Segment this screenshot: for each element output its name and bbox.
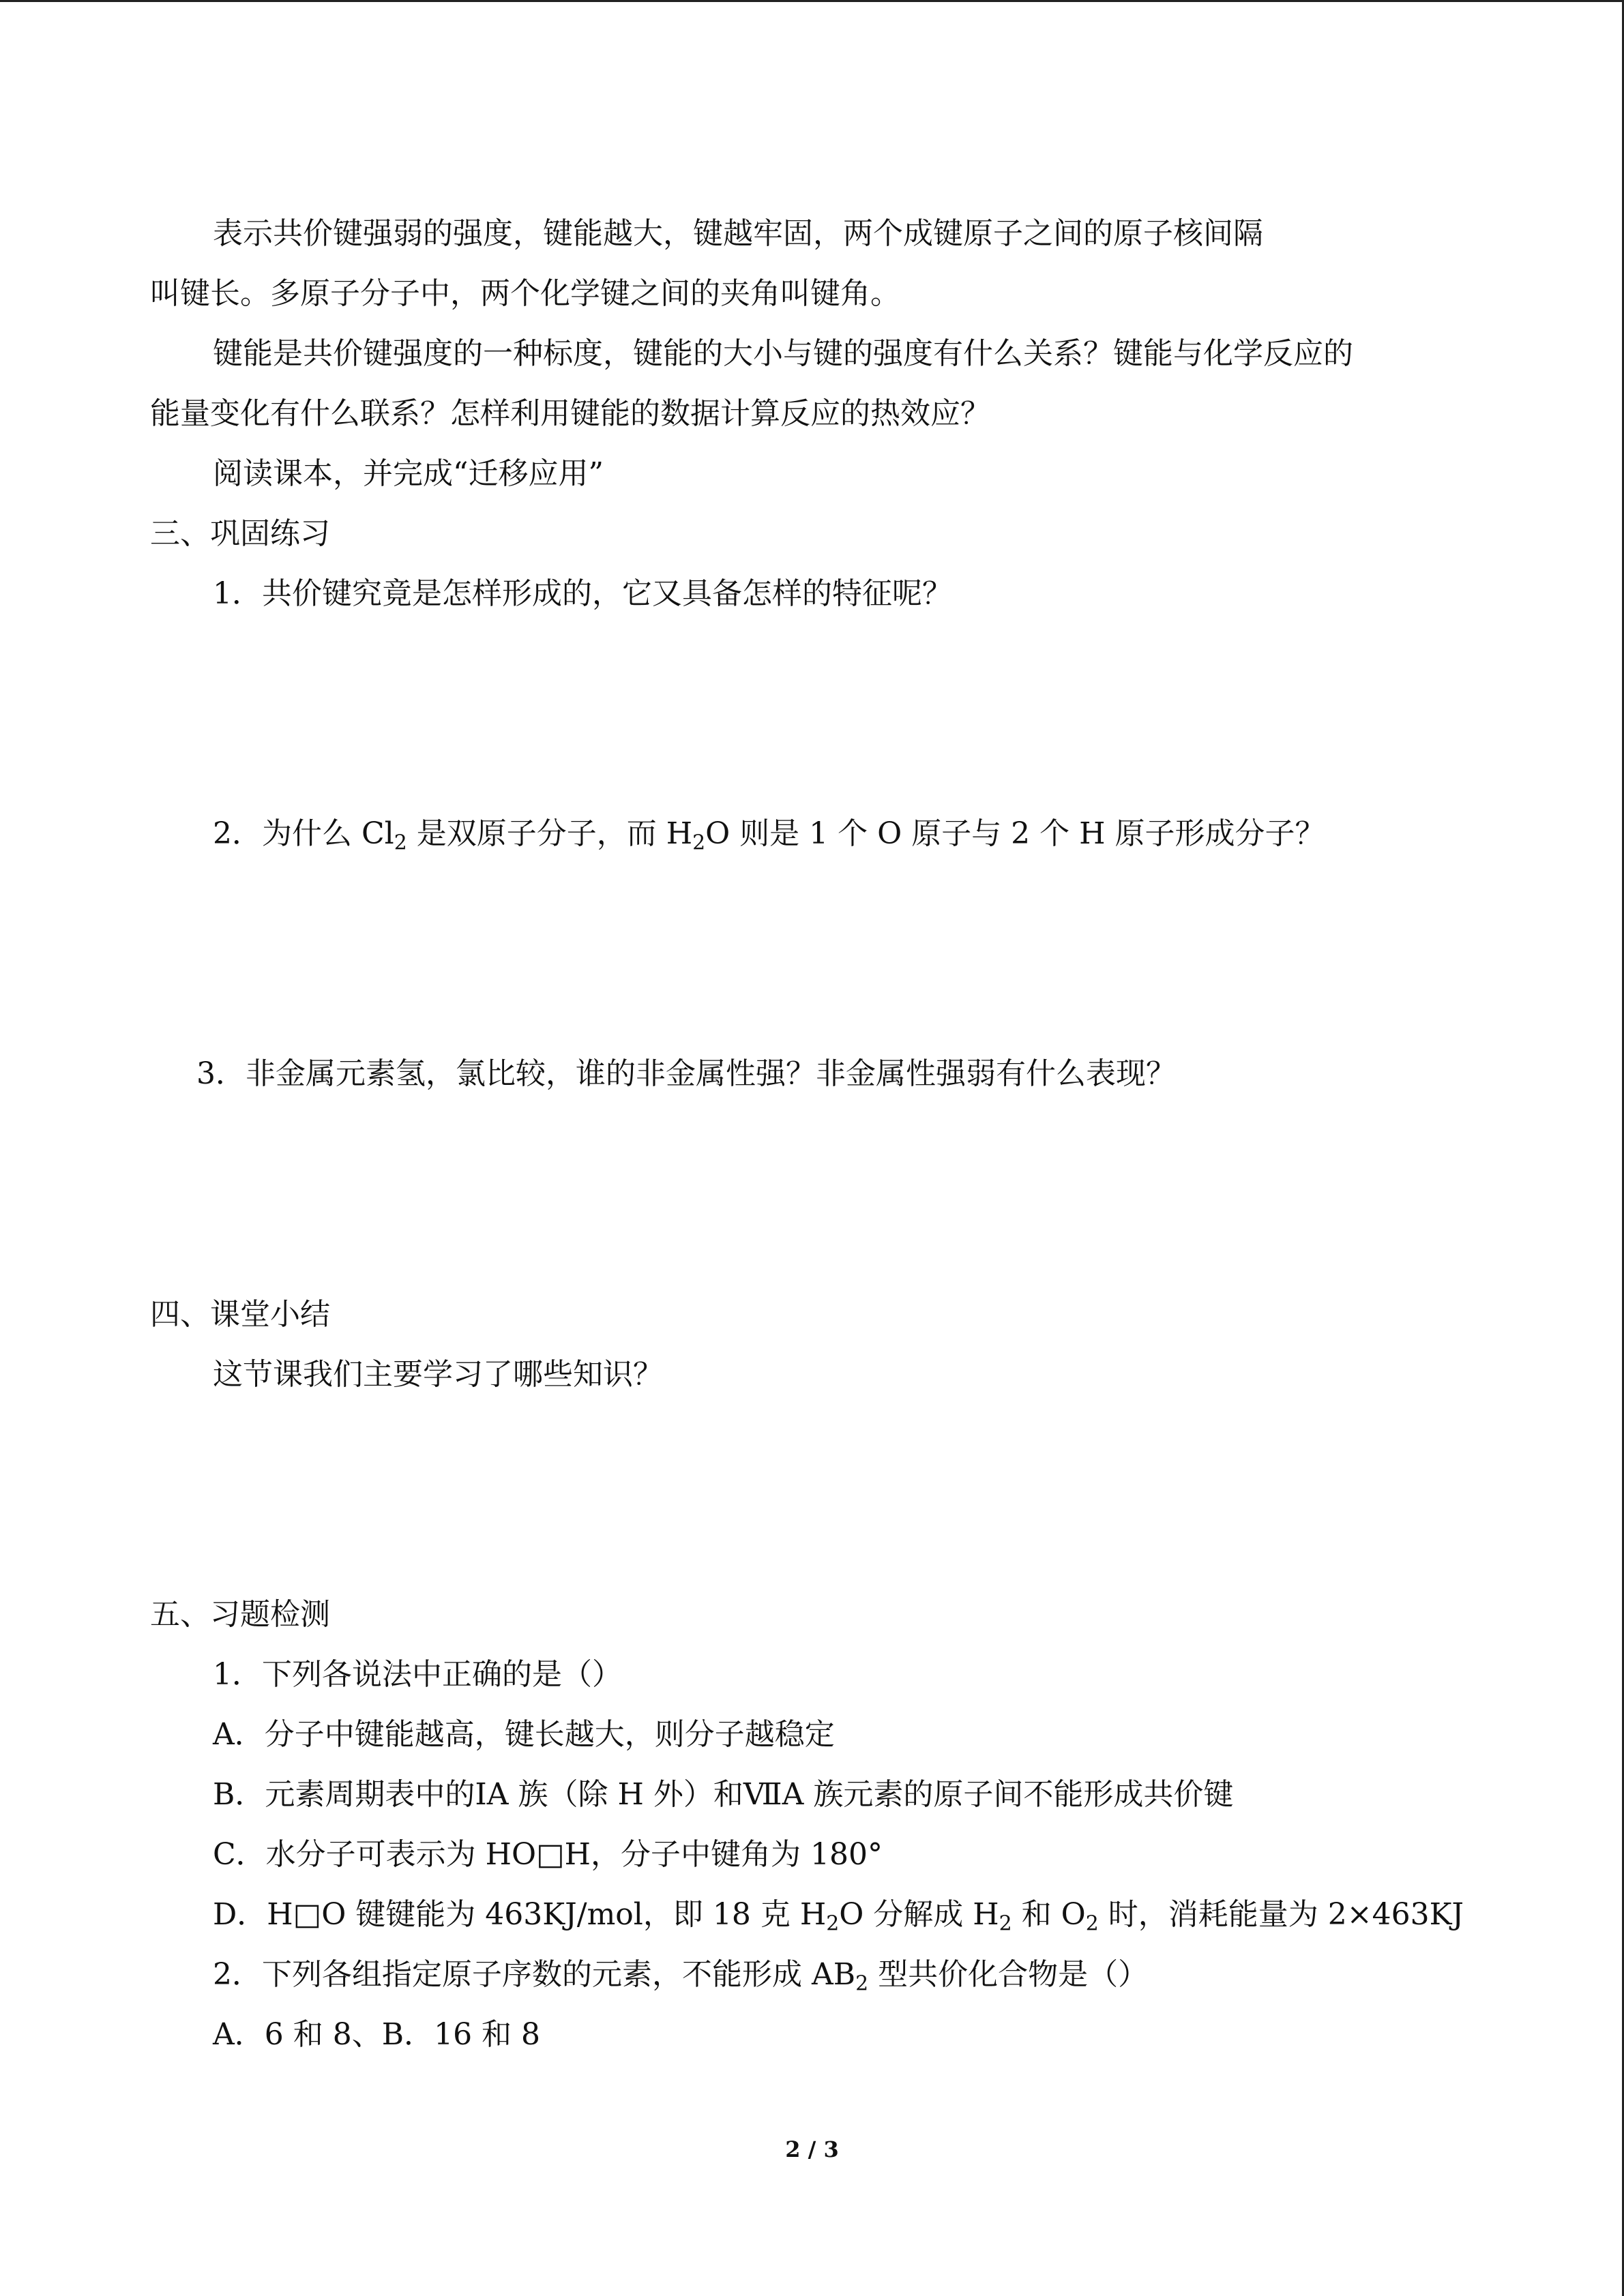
section-heading-summary: 四、课堂小结 — [150, 1297, 330, 1332]
practice-question-1: 1．共价键究竟是怎样形成的，它又具备怎样的特征呢？ — [213, 576, 952, 611]
paragraph-bond-energy-line1: 表示共价键强弱的强度，键能越大，键越牢固，两个成键原子之间的原子核间隔 — [213, 216, 1263, 251]
exercise-option-a: A．分子中键能越高，键长越大，则分子越稳定 — [213, 1717, 835, 1752]
exercise-question-2: 2．下列各组指定原子序数的元素，不能形成 $AB_2$ 型共价化合物是（） — [213, 1957, 1149, 1996]
paragraph-bond-energy-line2: 叫键长。多原子分子中，两个化学键之间的夹角叫键角。 — [150, 276, 900, 311]
exercise-question-2-options: A．6 和 8、B．16 和 8 — [213, 2017, 541, 2052]
section-heading-practice: 三、巩固练习 — [150, 516, 330, 551]
exercise-option-b: B．元素周期表中的ⅠA 族（除 H 外）和ⅦA 族元素的原子间不能形成共价键 — [213, 1777, 1234, 1812]
paragraph-question-line2: 能量变化有什么联系？怎样利用键能的数据计算反应的热效应？ — [150, 396, 990, 431]
exercise-option-c: C．水分子可表示为 HO□H，分子中键角为 180° — [213, 1837, 883, 1872]
page-number: 2 / 3 — [785, 2136, 839, 2162]
paragraph-reading-task: 阅读课本，并完成“迁移应用” — [213, 456, 604, 491]
exercise-option-d: D．H□O 键键能为 463KJ/mol，即 18 克 $H_2O$ 分解成 $H_2$ 和 $O_2$ 时，消耗能量为 2×463KJ — [213, 1897, 1464, 1936]
practice-question-2: 2．为什么 $Cl_2$ 是双原子分子，而 $H_2O$ 则是 1 个 O 原子与 2 个 H 原子形成分子？ — [213, 816, 1325, 855]
paragraph-question-line1: 键能是共价键强度的一种标度，键能的大小与键的强度有什么关系？键能与化学反应的 — [213, 336, 1353, 371]
summary-text: 这节课我们主要学习了哪些知识？ — [213, 1357, 663, 1392]
practice-question-3: 3．非金属元素氢，氯比较，谁的非金属性强？非金属性强弱有什么表现？ — [196, 1056, 1176, 1091]
section-heading-exercises: 五、习题检测 — [150, 1597, 330, 1632]
exercise-question-1: 1．下列各说法中正确的是（） — [213, 1657, 622, 1692]
